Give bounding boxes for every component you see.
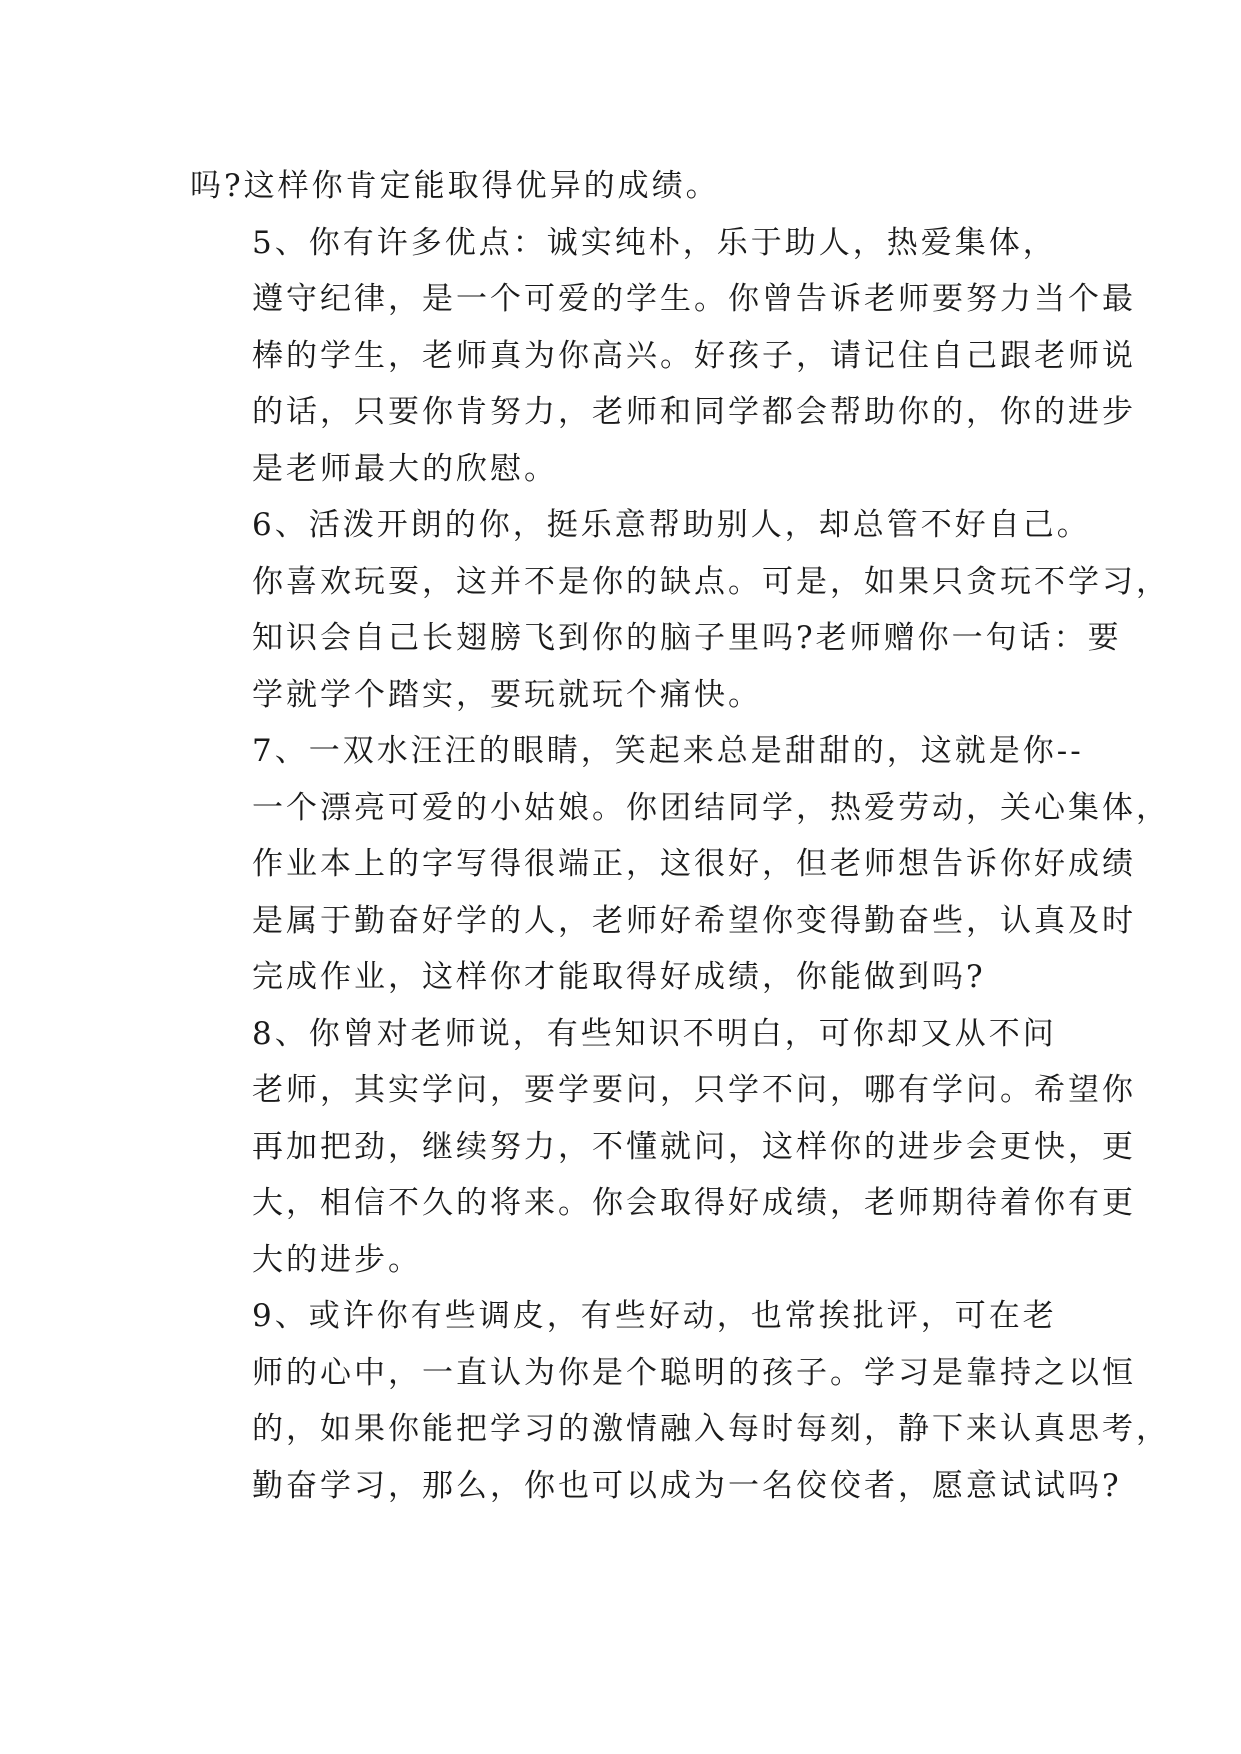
- text-line: 的，如果你能把学习的激情融入每时每刻，静下来认真思考，: [252, 1411, 1170, 1447]
- text-line: 遵守纪律，是一个可爱的学生。你曾告诉老师要努力当个最: [252, 281, 1136, 317]
- text-line: 大，相信不久的将来。你会取得好成绩，老师期待着你有更: [252, 1185, 1136, 1221]
- text-line: 学就学个踏实，要玩就玩个痛快。: [252, 676, 762, 713]
- paragraph-6: [190, 497, 1170, 723]
- text-line: 吗?这样你肯定能取得优异的成绩。: [190, 168, 720, 204]
- text-line: 再加把劲，继续努力，不懂就问，这样你的进步会更快，更: [252, 1128, 1136, 1165]
- text-line: 是老师最大的欣慰。: [252, 450, 558, 487]
- text-line: 9、或许你有些调皮，有些好动，也常挨批评，可在老: [252, 1298, 1057, 1334]
- text-line: 完成作业，这样你才能取得好成绩，你能做到吗?: [252, 959, 986, 995]
- text-line: 知识会自己长翅膀飞到你的脑子里吗?老师赠你一句话：要: [252, 620, 1122, 656]
- text-line: 棒的学生，老师真为你高兴。好孩子，请记住自己跟老师说: [252, 337, 1136, 374]
- paragraph-5: [190, 215, 1136, 498]
- text-line: 师的心中，一直认为你是个聪明的孩子。学习是靠持之以恒: [252, 1354, 1136, 1391]
- text-line: 你喜欢玩耍，这并不是你的缺点。可是，如果只贪玩不学习，: [252, 563, 1170, 600]
- text-line: 5、你有许多优点：诚实纯朴，乐于助人，热爱集体，: [252, 224, 1057, 261]
- text-line: 勤奋学习，那么，你也可以成为一名佼佼者，愿意试试吗?: [252, 1467, 1122, 1504]
- paragraph-8: [190, 1006, 1136, 1289]
- paragraph-9: [190, 1288, 1170, 1514]
- text-line: 是属于勤奋好学的人，老师好希望你变得勤奋些，认真及时: [252, 902, 1136, 939]
- text-line: 作业本上的字写得很端正，这很好，但老师想告诉你好成绩: [252, 846, 1136, 882]
- text-line: 7、一双水汪汪的眼睛，笑起来总是甜甜的，这就是你--: [252, 733, 1084, 769]
- paragraph-4-end: [190, 158, 1070, 215]
- text-line: 老师，其实学问，要学要问，只学不问，哪有学问。希望你: [252, 1072, 1136, 1108]
- document-body: [190, 158, 1170, 1514]
- paragraph-7: [190, 723, 1170, 1006]
- text-line: 6、活泼开朗的你，挺乐意帮助别人，却总管不好自己。: [252, 507, 1091, 543]
- text-line: 一个漂亮可爱的小姑娘。你团结同学，热爱劳动，关心集体，: [252, 789, 1170, 826]
- text-line: 8、你曾对老师说，有些知识不明白，可你却又从不问: [252, 1015, 1057, 1052]
- text-line: 大的进步。: [252, 1241, 422, 1278]
- text-line: 的话，只要你肯努力，老师和同学都会帮助你的，你的进步: [252, 394, 1136, 430]
